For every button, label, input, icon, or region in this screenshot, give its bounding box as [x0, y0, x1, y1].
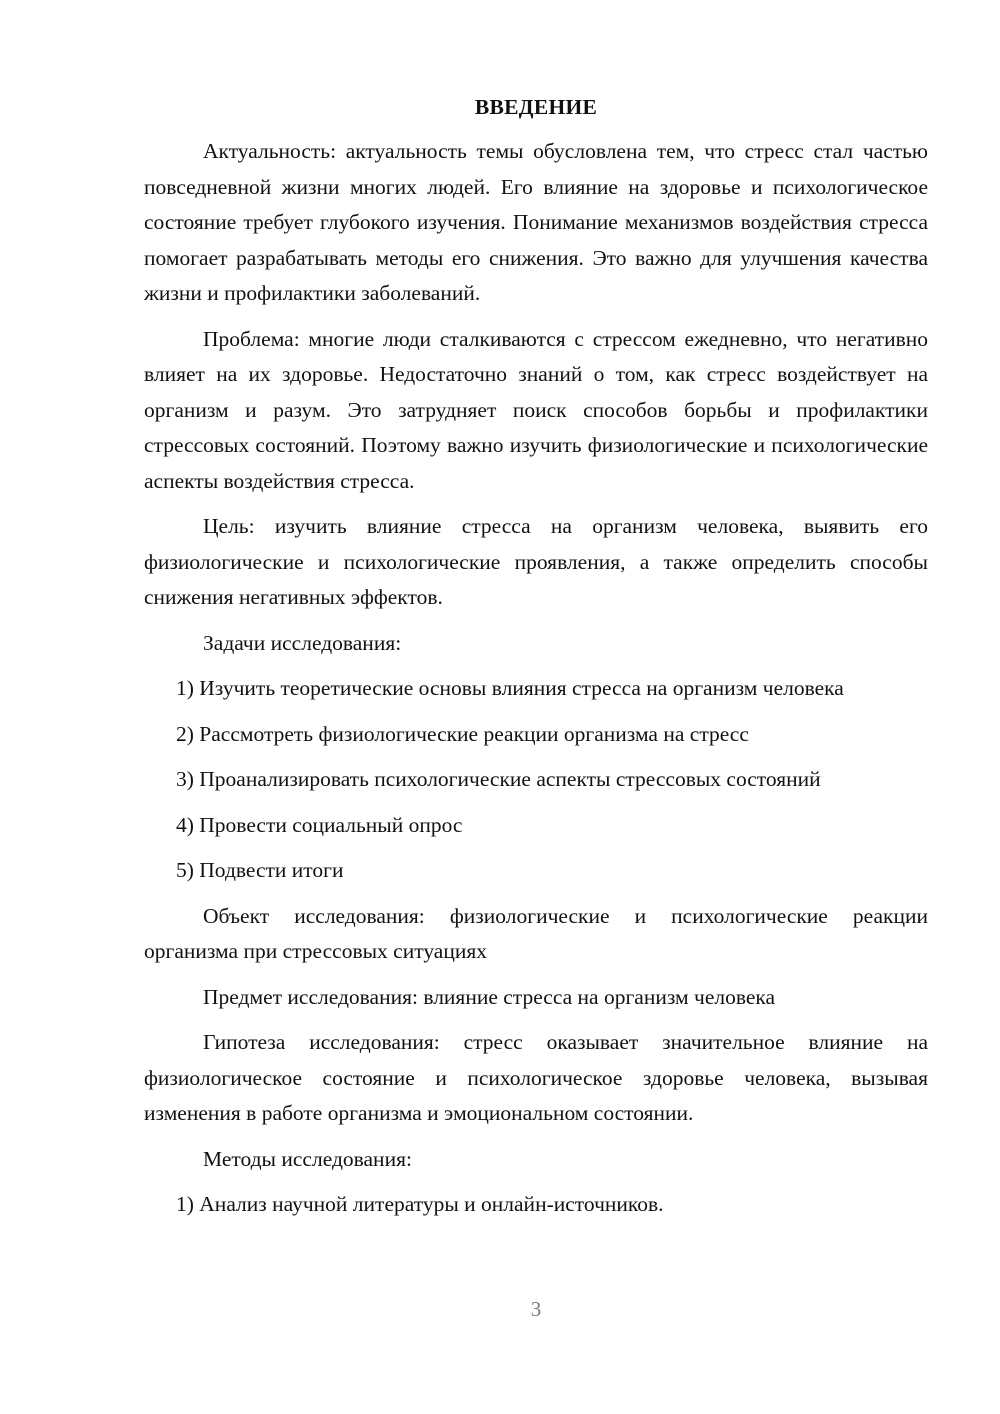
paragraph-hypothesis: Гипотеза исследования: стресс оказывает значительное влияние на физиологическое состояние и психологическое здоровье человека, вызывая изменения в работе организма и эмоциональном состоянии.	[144, 1030, 928, 1125]
task-item-3: 3) Проанализировать психологические аспекты стрессовых состояний	[176, 767, 821, 791]
paragraph-relevance: Актуальность: актуальность темы обусловлена тем, что стресс стал частью повседневной жизни многих людей. Его влияние на здоровье и психологическое состояние требует глубокого изучения. Понимание механизмов воздействия стресса помогает разрабатывать методы его снижения. Это важно для улучшения качества жизни и профилактики заболеваний.	[144, 139, 928, 305]
methods-title: Методы исследования:	[203, 1146, 412, 1171]
tasks-title: Задачи исследования:	[203, 630, 402, 655]
task-item-2: 2) Рассмотреть физиологические реакции организма на стресс	[176, 721, 749, 746]
paragraph-subject: Предмет исследования: влияние стресса на организм человека	[203, 984, 776, 1009]
method-item-1: 1) Анализ научной литературы и онлайн-источников.	[176, 1192, 664, 1216]
page-heading: ВВЕДЕНИЕ	[474, 95, 598, 119]
page-number: 3	[530, 1297, 542, 1321]
page-content	[144, 92, 928, 1223]
task-item-1: 1) Изучить теоретические основы влияния стресса на организм человека	[176, 676, 844, 700]
paragraph-goal: Цель: изучить влияние стресса на организм человека, выявить его физиологические и психологические проявления, а также определить способы снижения негативных эффектов.	[144, 514, 928, 609]
task-item-5: 5) Подвести итоги	[176, 858, 344, 882]
paragraph-object: Объект исследования: физиологические и психологические реакции организма при стрессовых ситуациях	[144, 903, 928, 963]
task-item-4: 4) Провести социальный опрос	[176, 812, 463, 837]
paragraph-problem: Проблема: многие люди сталкиваются с стрессом ежедневно, что негативно влияет на их здоровье. Недостаточно знаний о том, как стресс воздействует на организм и разум. Это затрудняет поиск способов борьбы и профилактики стрессовых состояний. Поэтому важно изучить физиологические и психологические аспекты воздействия стресса.	[144, 326, 928, 493]
